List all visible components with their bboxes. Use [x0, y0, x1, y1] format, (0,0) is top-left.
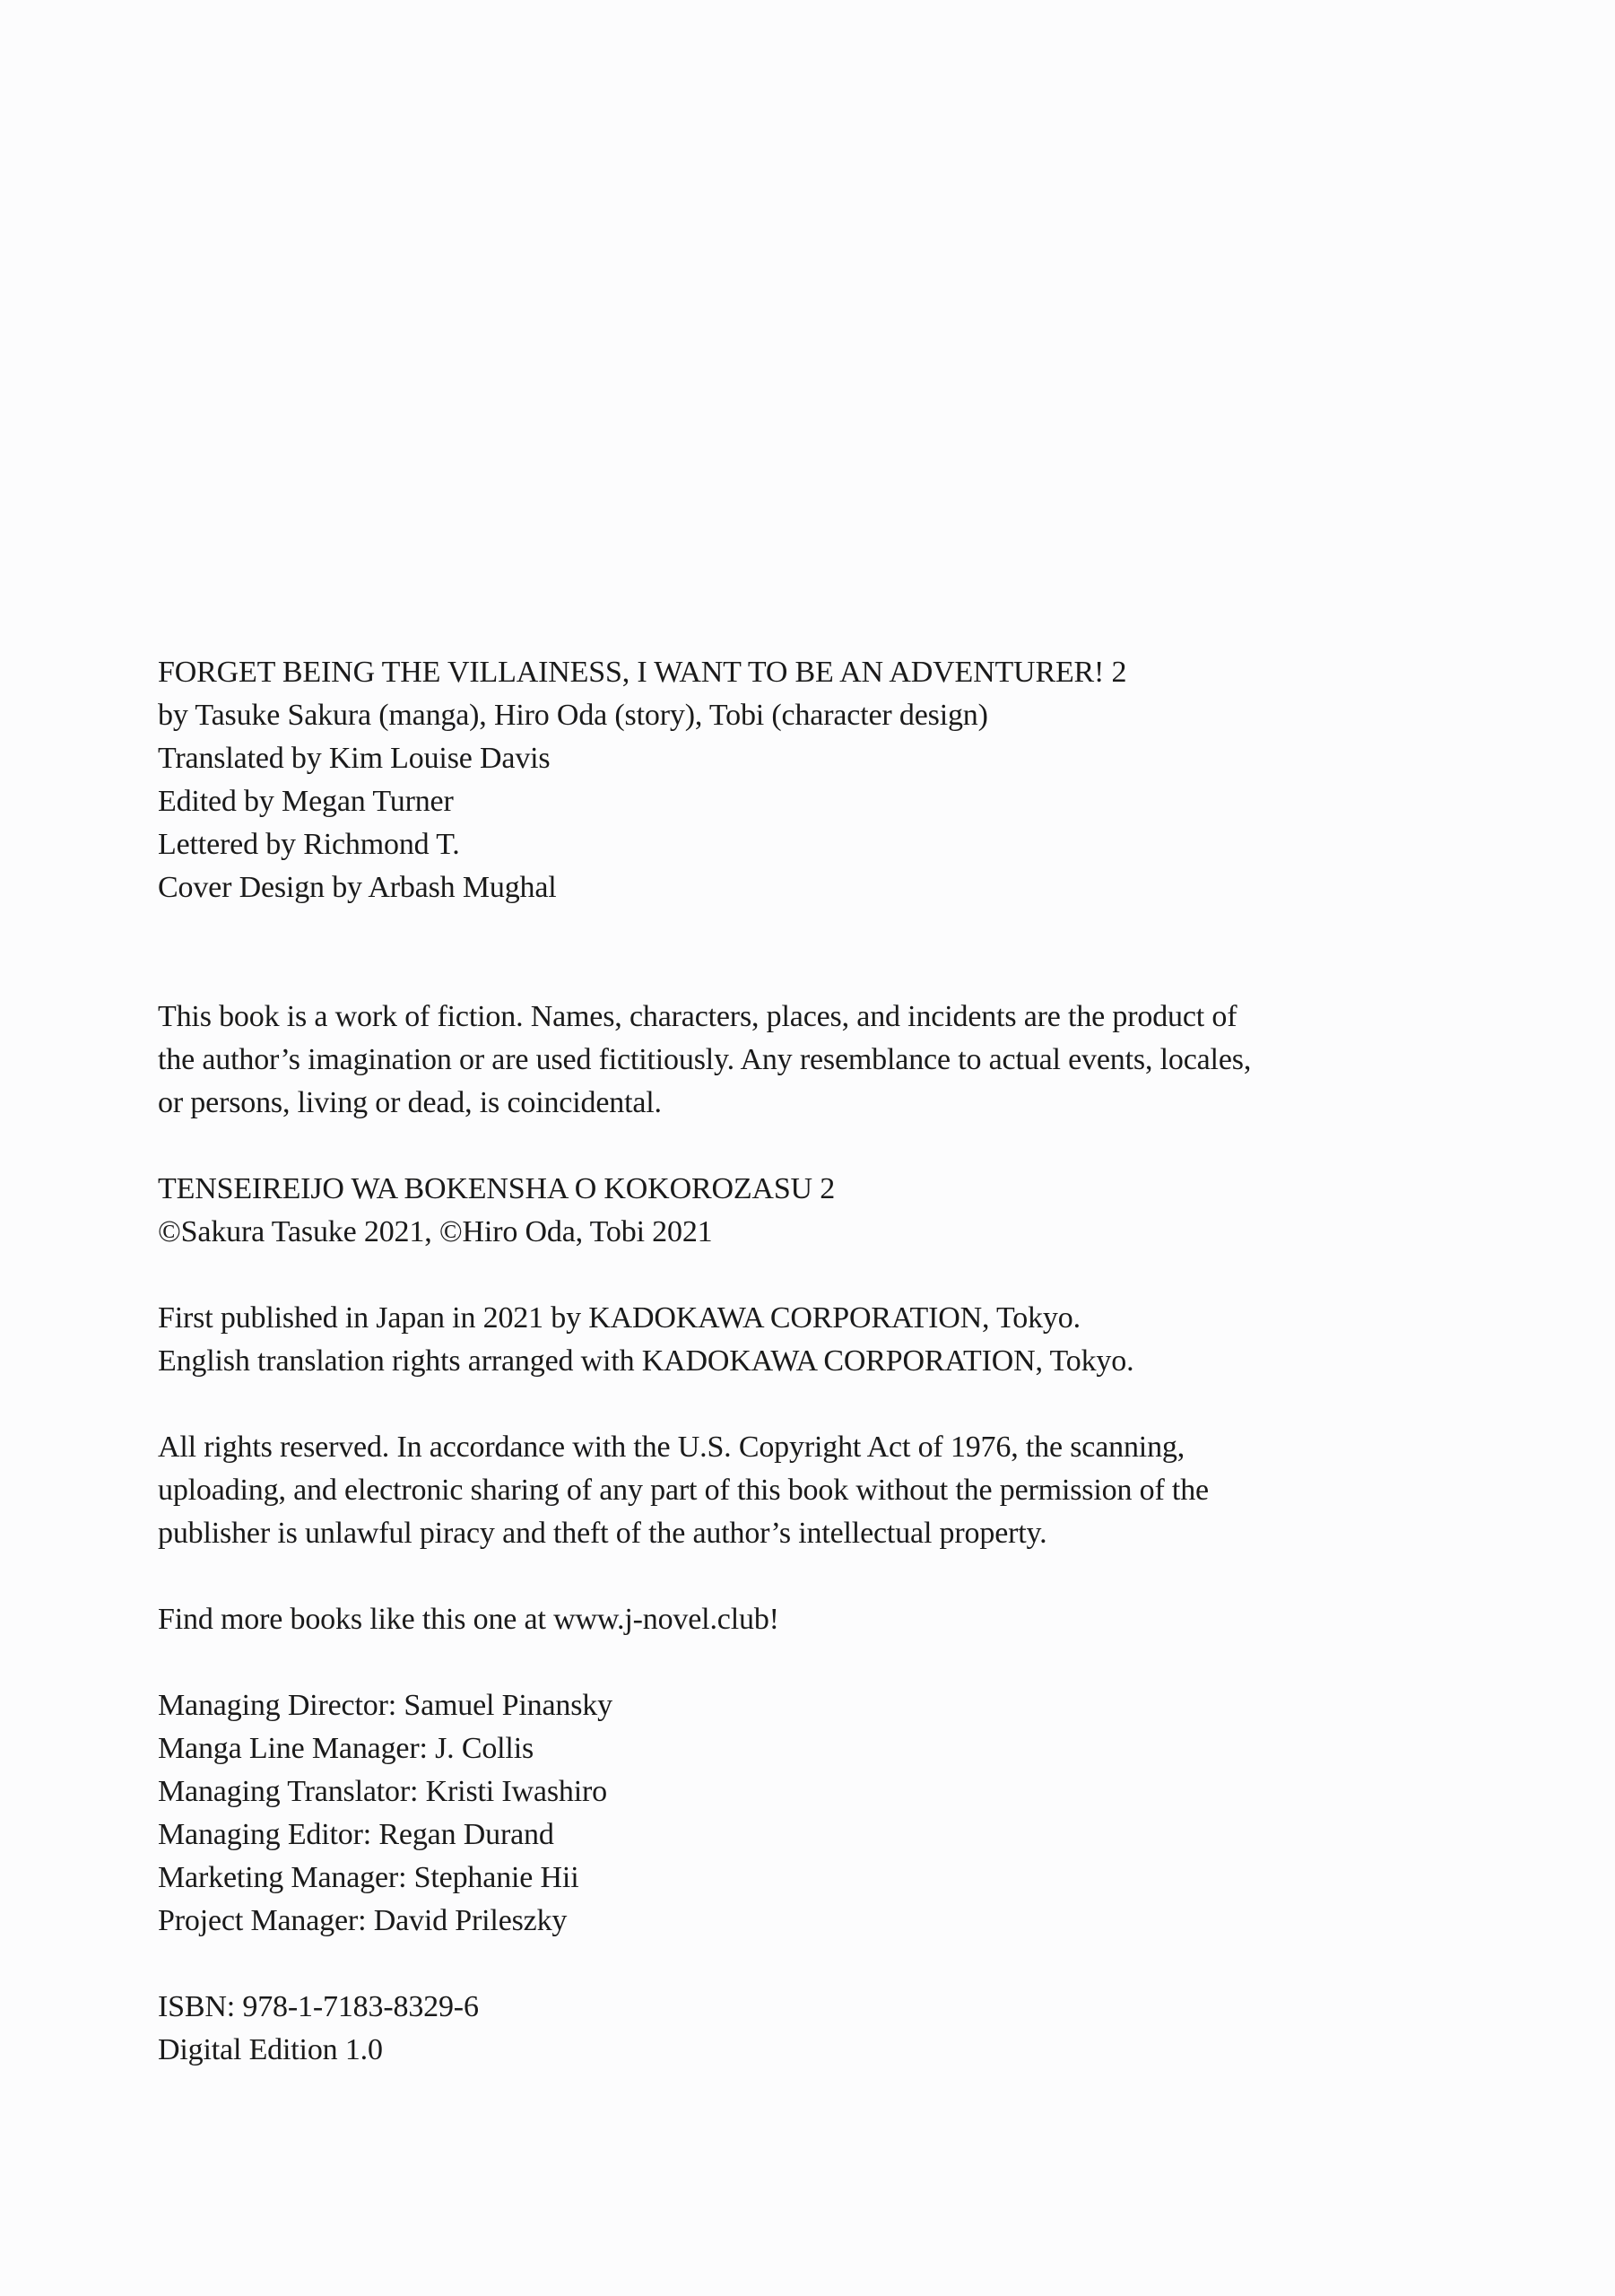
- rights-notice-section: [158, 1426, 1485, 1555]
- isbn-line: ISBN: 978-1-7183-8329-6: [158, 1990, 479, 2023]
- editor-credit-line: Edited by Megan Turner: [158, 785, 454, 818]
- publication-section: [158, 1297, 1485, 1383]
- fiction-disclaimer-section: [158, 996, 1485, 1125]
- fiction-disclaimer-line: or persons, living or dead, is coincidental.: [158, 1086, 662, 1119]
- copyright-line: ©Sakura Tasuke 2021, ©Hiro Oda, Tobi 2021: [158, 1215, 713, 1248]
- rights-notice-line: All rights reserved. In accordance with the U.S. Copyright Act of 1976, the scanning,: [158, 1431, 1185, 1464]
- staff-project-manager: Project Manager: David Prileszky: [158, 1904, 568, 1937]
- book-title: FORGET BEING THE VILLAINESS, I WANT TO BE AN ADVENTURER! 2: [158, 656, 1127, 689]
- promo-line: Find more books like this one at www.j-novel.club!: [158, 1603, 779, 1636]
- publication-line: English translation rights arranged with KADOKAWA CORPORATION, Tokyo.: [158, 1344, 1134, 1378]
- fiction-disclaimer-line: This book is a work of fiction. Names, characters, places, and incidents are the product of: [158, 1000, 1237, 1033]
- staff-managing-director: Managing Director: Samuel Pinansky: [158, 1689, 612, 1722]
- author-credit-line: by Tasuke Sakura (manga), Hiro Oda (story), Tobi (character design): [158, 699, 988, 732]
- title-credits-section: [158, 651, 1485, 909]
- staff-manga-line-manager: Manga Line Manager: J. Collis: [158, 1732, 534, 1765]
- rights-notice-line: publisher is unlawful piracy and theft of the author’s intellectual property.: [158, 1517, 1047, 1550]
- colophon-text-block: [158, 651, 1485, 2072]
- japanese-title: TENSEIREIJO WA BOKENSHA O KOKOROZASU 2: [158, 1172, 836, 1205]
- edition-line: Digital Edition 1.0: [158, 2033, 383, 2066]
- translator-credit-line: Translated by Kim Louise Davis: [158, 742, 551, 775]
- cover-design-credit-line: Cover Design by Arbash Mughal: [158, 871, 557, 904]
- letterer-credit-line: Lettered by Richmond T.: [158, 828, 460, 861]
- staff-managing-editor: Managing Editor: Regan Durand: [158, 1818, 554, 1851]
- promo-section: [158, 1598, 1485, 1641]
- edition-info-section: [158, 1986, 1485, 2072]
- staff-section: [158, 1684, 1485, 1943]
- fiction-disclaimer-line: the author’s imagination or are used fictitiously. Any resemblance to actual events, locales,: [158, 1043, 1252, 1076]
- staff-managing-translator: Managing Translator: Kristi Iwashiro: [158, 1775, 608, 1808]
- rights-notice-line: uploading, and electronic sharing of any part of this book without the permission of the: [158, 1474, 1209, 1507]
- original-edition-section: [158, 1168, 1485, 1254]
- staff-marketing-manager: Marketing Manager: Stephanie Hii: [158, 1861, 579, 1894]
- publication-line: First published in Japan in 2021 by KADOKAWA CORPORATION, Tokyo.: [158, 1301, 1081, 1335]
